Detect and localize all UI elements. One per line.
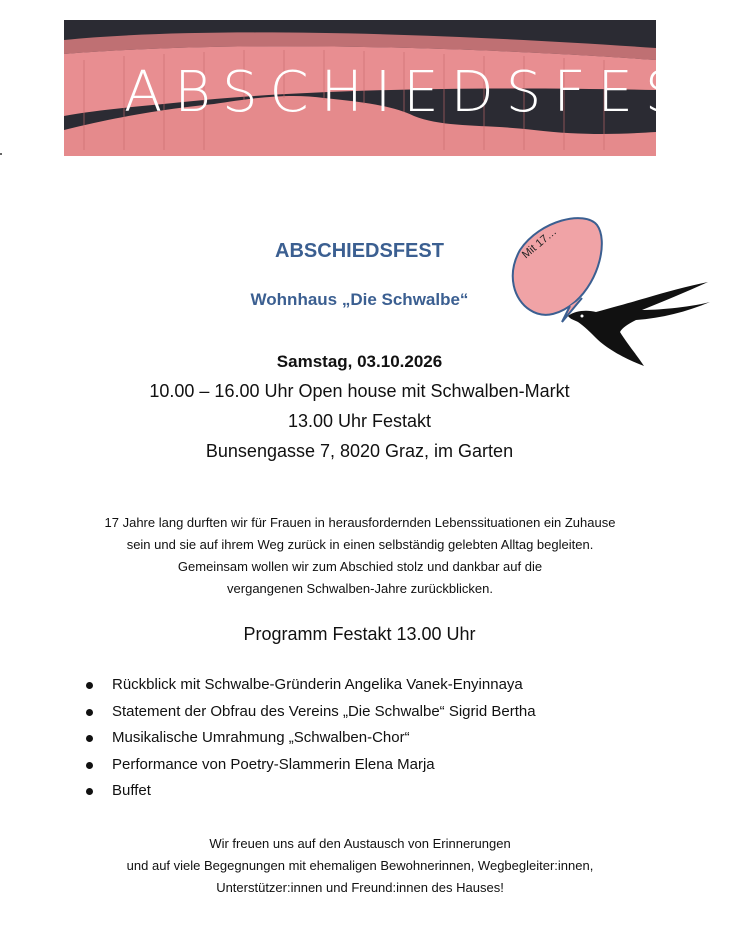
closing-line: Unterstützer:innen und Freund:innen des Hauses! — [216, 880, 504, 895]
banner-title: ABSCHIEDSFEST — [124, 60, 739, 125]
intro-paragraph — [40, 512, 680, 600]
intro-line: 17 Jahre lang durften wir für Frauen in herausfordernden Lebenssituationen ein Zuhause — [104, 515, 616, 530]
intro-line: vergangenen Schwalben-Jahre zurückblicken. — [227, 581, 493, 596]
event-title: ABSCHIEDSFEST — [275, 240, 444, 262]
event-line-festakt: 13.00 Uhr Festakt — [287, 411, 432, 431]
closing-line: und auf viele Begegnungen mit ehemaligen Bewohnerinnen, Wegbegleiter:innen, — [126, 858, 594, 873]
list-item: Rückblick mit Schwalbe-Gründerin Angelika Vanek-Enyinnaya — [82, 672, 536, 699]
intro-line: Gemeinsam wollen wir zum Abschied stolz und dankbar auf die — [177, 559, 543, 574]
list-item: Buffet — [82, 778, 536, 805]
event-line-address: Bunsengasse 7, 8020 Graz, im Garten — [205, 441, 514, 461]
closing-paragraph — [40, 833, 680, 899]
event-subtitle: Wohnhaus „Die Schwalbe“ — [250, 290, 469, 309]
event-date: Samstag, 03.10.2026 — [276, 352, 443, 371]
header-banner — [64, 20, 739, 156]
list-item: Statement der Obfrau des Vereins „Die Schwalbe“ Sigrid Bertha — [82, 699, 536, 726]
closing-line: Wir freuen uns auf den Austausch von Erinnerungen — [209, 836, 511, 851]
page-mark — [0, 153, 2, 155]
program-heading: Programm Festakt 13.00 Uhr — [243, 624, 476, 644]
list-item: Musikalische Umrahmung „Schwalben-Chor“ — [82, 725, 536, 752]
bubble-text: Mit 17… — [520, 225, 560, 262]
event-line-open-house: 10.00 – 16.00 Uhr Open house mit Schwalben-Markt — [149, 381, 570, 401]
intro-line: sein und sie auf ihrem Weg zurück in einen selbständig gelebten Alltag begleiten. — [126, 537, 594, 552]
list-item: Performance von Poetry-Slammerin Elena Marja — [82, 752, 536, 779]
program-list — [82, 672, 536, 805]
